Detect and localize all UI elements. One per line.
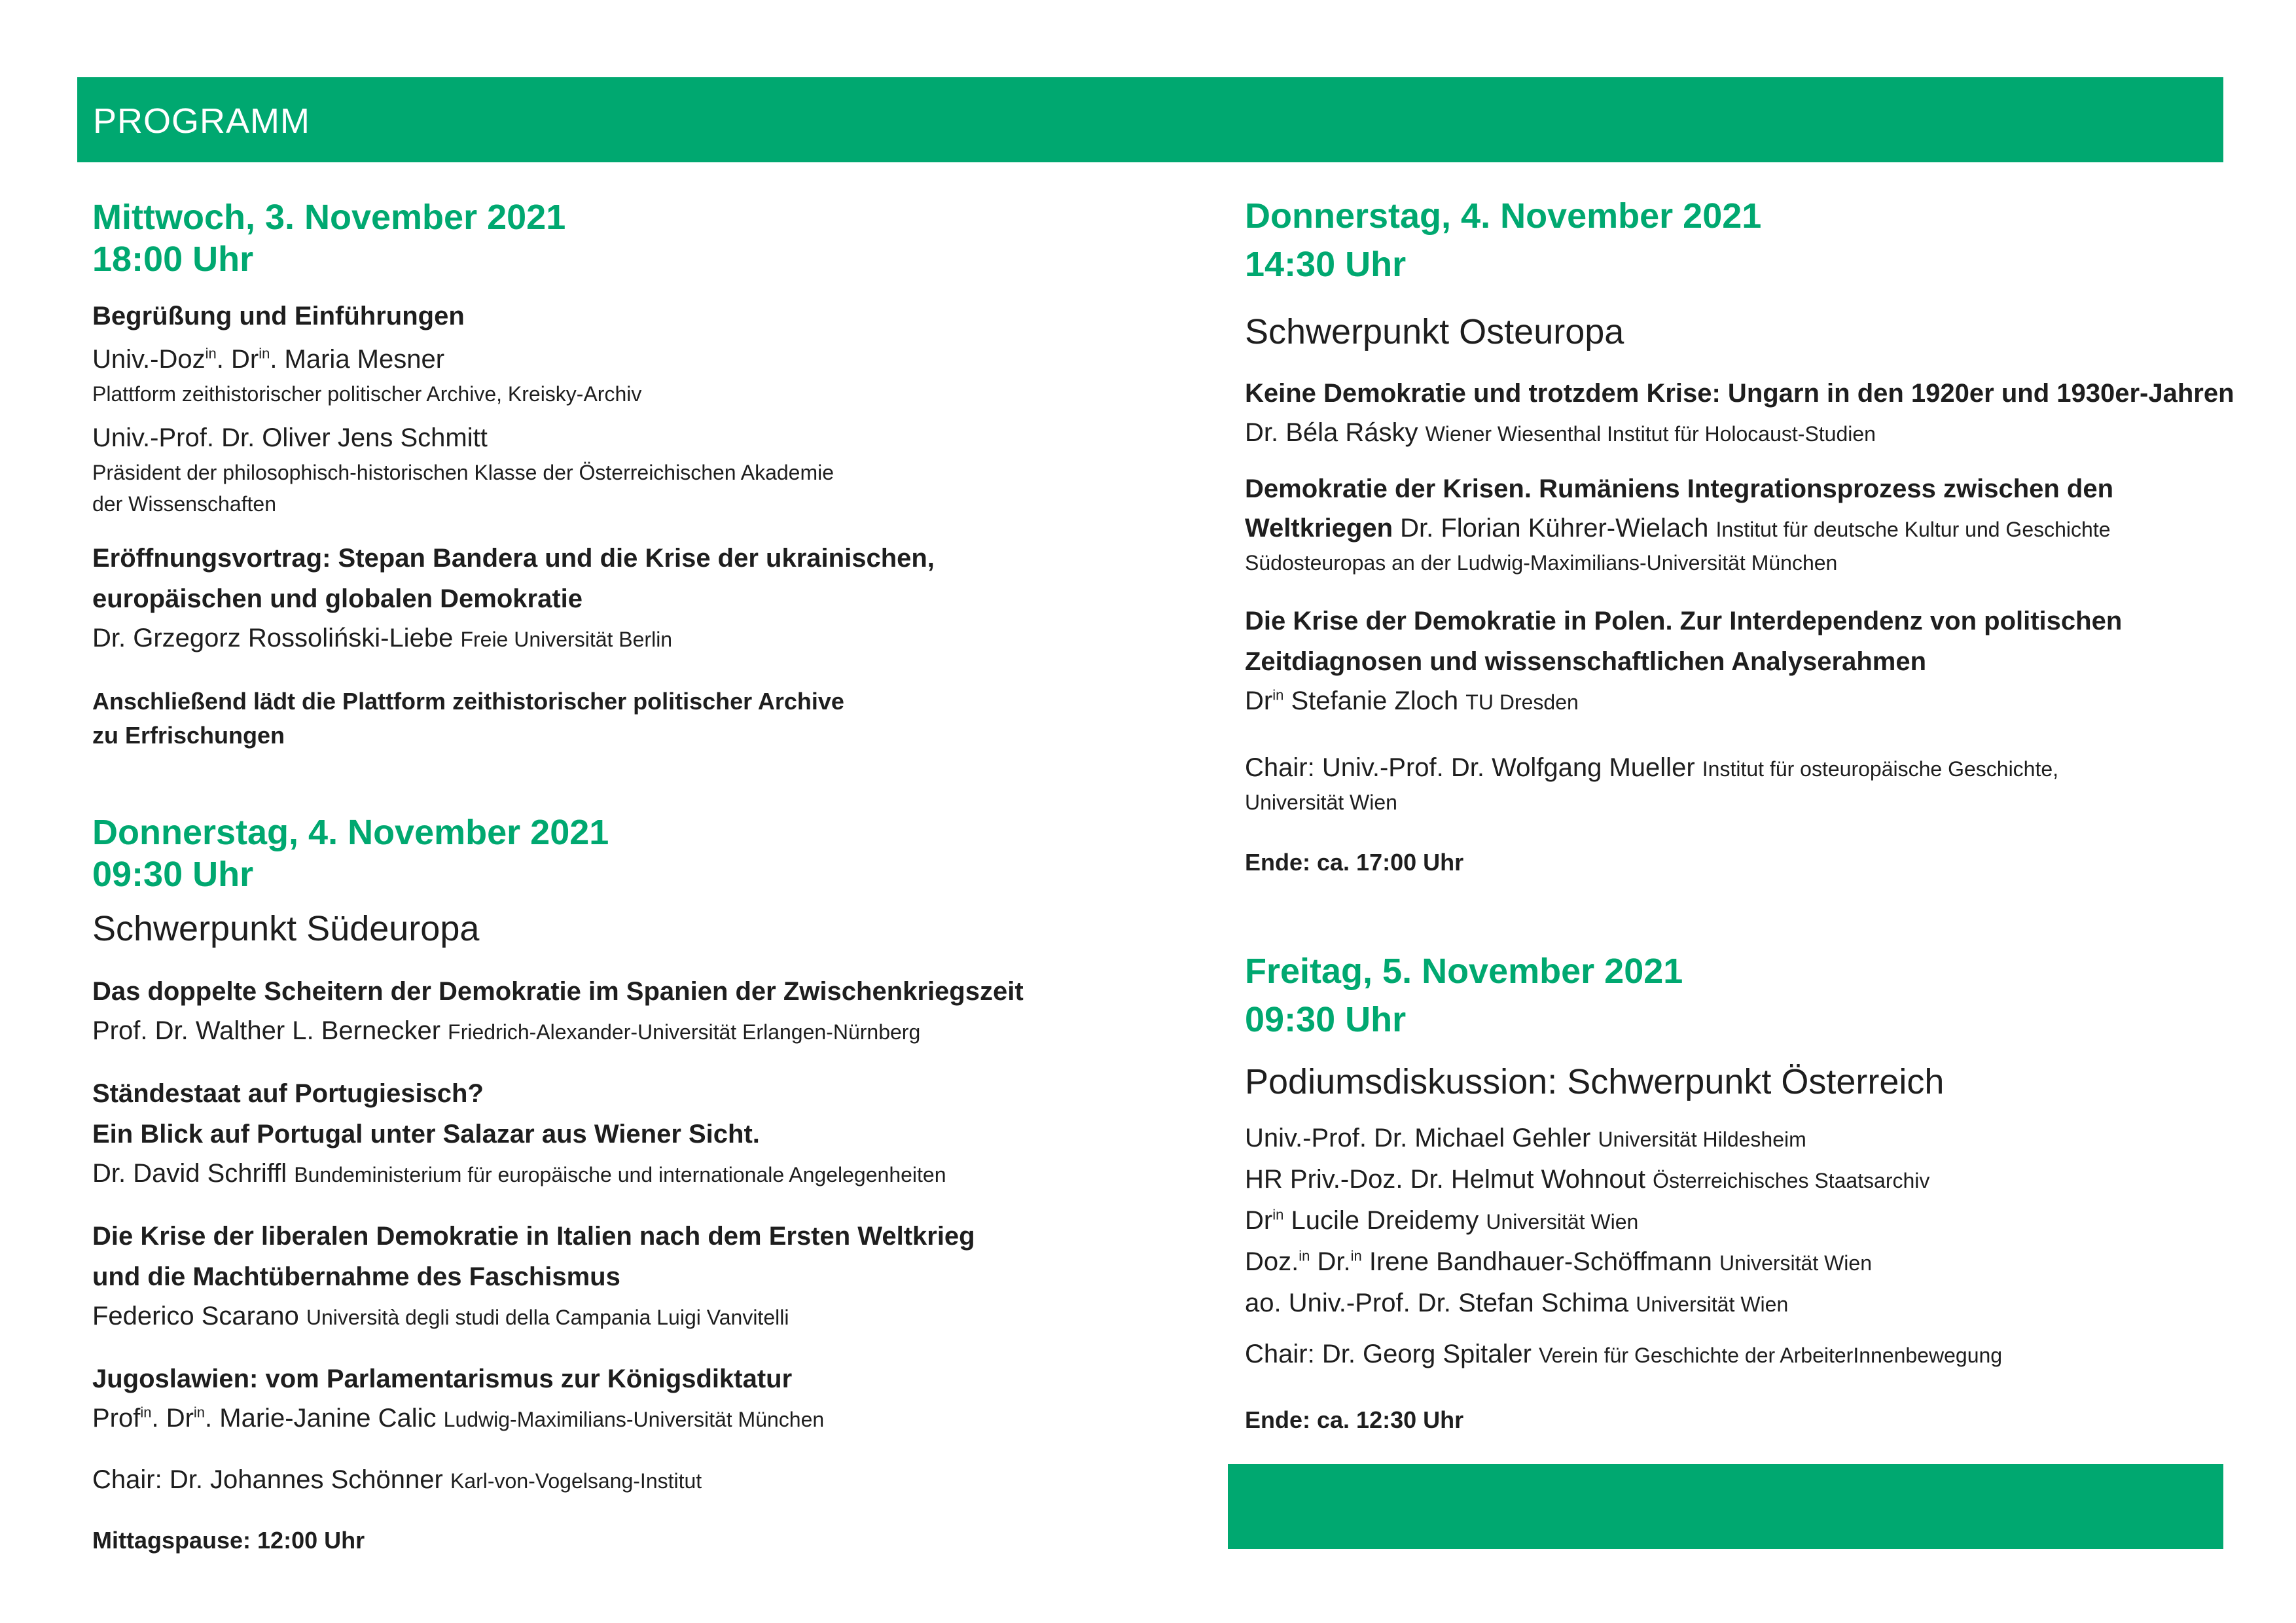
- chair-south: Chair: Dr. Johannes Schönner Karl-von-Vogelsang-Institut: [92, 1465, 702, 1494]
- talk-title-cont: und die Machtübernahme des Faschismus: [92, 1262, 620, 1291]
- panelist: HR Priv.-Doz. Dr. Helmut Wohnout Österreichisches Staatsarchiv: [1245, 1165, 1930, 1194]
- reception-note: Anschließend lädt die Plattform zeithistorischer politischer Archive zu Erfrischungen: [92, 688, 844, 749]
- talk-romania: [1245, 469, 2240, 579]
- talk-title-and-speaker: Weltkriegen Dr. Florian Kührer-Wielach Institut für deutsche Kultur und Geschichte: [1245, 514, 2111, 543]
- talk-title: Die Krise der liberalen Demokratie in Italien nach dem Ersten Weltkrieg: [92, 1222, 975, 1251]
- opening-talk: [92, 538, 1126, 657]
- day2-date: Donnerstag, 4. November 2021: [92, 813, 609, 852]
- speaker-affiliation-cont: der Wissenschaften: [92, 492, 277, 516]
- day3-date: Freitag, 5. November 2021: [1245, 952, 1683, 991]
- panel-list: [1245, 1119, 2240, 1322]
- welcome-speaker-1: [92, 340, 1126, 410]
- day2b-date: Donnerstag, 4. November 2021: [1245, 196, 1762, 236]
- focus-south-europe: Schwerpunkt Südeuropa: [92, 909, 480, 948]
- talk-title: Demokratie der Krisen. Rumäniens Integrationsprozess zwischen den: [1245, 474, 2114, 503]
- talk-speaker: $Dr^{in}$ Stefanie Zloch TU Dresden: [1245, 687, 1579, 715]
- talk-speaker: Federico Scarano Università degli studi della Campania Luigi Vanvitelli: [92, 1302, 789, 1330]
- welcome-speaker-2: [92, 419, 1126, 520]
- panelist: Doz.$^{in}$ Dr.$^{in}$ Irene Bandhauer-Schöffmann Universität Wien: [1245, 1247, 1872, 1276]
- talk-title: Das doppelte Scheitern der Demokratie im Spanien der Zwischenkriegszeit: [92, 977, 1024, 1006]
- talk-spain: [92, 971, 1126, 1050]
- talk-title-cont: europäischen und globalen Demokratie: [92, 584, 583, 613]
- talk-poland: [1245, 601, 2240, 720]
- speaker-affiliation-cont: Südosteuropas an der Ludwig-Maximilians-Universität München: [1245, 551, 1838, 575]
- panelist: ao. Univ.-Prof. Dr. Stefan Schima Universität Wien: [1245, 1289, 1789, 1317]
- chair-austria: Chair: Dr. Georg Spitaler Verein für Geschichte der ArbeiterInnenbewegung: [1245, 1340, 2003, 1368]
- talk-title: Keine Demokratie und trotzdem Krise: Ungarn in den 1920er und 1930er-Jahren: [1245, 379, 2234, 408]
- speaker-name: Univ.-Doz$^{in}$. $Dr^{in}$. Maria Mesner: [92, 345, 445, 374]
- program-header-bar: [77, 77, 2223, 162]
- focus-east-europe: Schwerpunkt Osteuropa: [1245, 312, 1624, 351]
- day2-time: 09:30 Uhr: [92, 855, 254, 894]
- talk-title: Ständestaat auf Portugiesisch?: [92, 1079, 484, 1108]
- day3-heading: [1245, 950, 2240, 1041]
- talk-title: Die Krise der Demokratie in Polen. Zur Interdependenz von politischen: [1245, 607, 2123, 635]
- panelist: $Dr^{in}$ Lucile Dreidemy Universität Wien: [1245, 1206, 1639, 1235]
- panelist: Univ.-Prof. Dr. Michael Gehler Universität Hildesheim: [1245, 1124, 1806, 1152]
- talk-title: Jugoslawien: vom Parlamentarismus zur Königsdiktatur: [92, 1364, 793, 1393]
- talk-portugal: [92, 1073, 1126, 1192]
- day1-date: Mittwoch, 3. November 2021: [92, 198, 566, 237]
- talk-title: Eröffnungsvortrag: Stepan Bandera und die Krise der ukrainischen,: [92, 544, 935, 573]
- talk-hungary: [1245, 373, 2240, 452]
- talk-speaker: Dr. Béla Rásky Wiener Wiesenthal Institut für Holocaust-Studien: [1245, 418, 1876, 447]
- talk-speaker: Dr. Grzegorz Rossoliński-Liebe Freie Universität Berlin: [92, 624, 673, 652]
- day2b-time: 14:30 Uhr: [1245, 245, 1407, 284]
- talk-title-cont: Zeitdiagnosen und wissenschaftlichen Analyserahmen: [1245, 647, 1926, 676]
- welcome-heading: Begrüßung und Einführungen: [92, 302, 465, 330]
- speaker-name: Univ.-Prof. Dr. Oliver Jens Schmitt: [92, 423, 488, 452]
- speaker-affiliation: Plattform zeithistorischer politischer Archive, Kreisky-Archiv: [92, 382, 642, 406]
- talk-italy: [92, 1216, 1126, 1335]
- day2b-heading: [1245, 195, 2240, 285]
- end-thursday: Ende: ca. 17:00 Uhr: [1245, 849, 1464, 876]
- day2-heading: [92, 812, 1126, 895]
- lunch-break: Mittagspause: 12:00 Uhr: [92, 1527, 365, 1554]
- program-title: PROGRAMM: [93, 101, 310, 141]
- focus-austria: Podiumsdiskussion: Schwerpunkt Österreich: [1245, 1062, 1945, 1101]
- talk-speaker: Prof$^{in}$. $Dr^{in}$. Marie-Janine Calic Ludwig-Maximilians-Universität München: [92, 1404, 825, 1433]
- day1-time: 18:00 Uhr: [92, 240, 254, 279]
- day3-time: 09:30 Uhr: [1245, 1000, 1407, 1039]
- talk-yugoslavia: [92, 1359, 1126, 1437]
- day1-heading: [92, 196, 1126, 280]
- talk-speaker: Dr. David Schriffl Bundeministerium für europäische und internationale Angelegenheiten: [92, 1159, 946, 1188]
- talk-speaker: Prof. Dr. Walther L. Bernecker Friedrich-Alexander-Universität Erlangen-Nürnberg: [92, 1016, 921, 1045]
- end-friday: Ende: ca. 12:30 Uhr: [1245, 1406, 1464, 1433]
- speaker-affiliation: Präsident der philosophisch-historischen Klasse der Österreichischen Akademie: [92, 461, 834, 484]
- chair-east: Chair: Univ.-Prof. Dr. Wolfgang Mueller Institut für osteuropäische Geschichte, Universität Wien: [1245, 753, 2059, 814]
- footer-bar: [1228, 1464, 2223, 1549]
- talk-title-cont: Ein Blick auf Portugal unter Salazar aus Wiener Sicht.: [92, 1120, 760, 1149]
